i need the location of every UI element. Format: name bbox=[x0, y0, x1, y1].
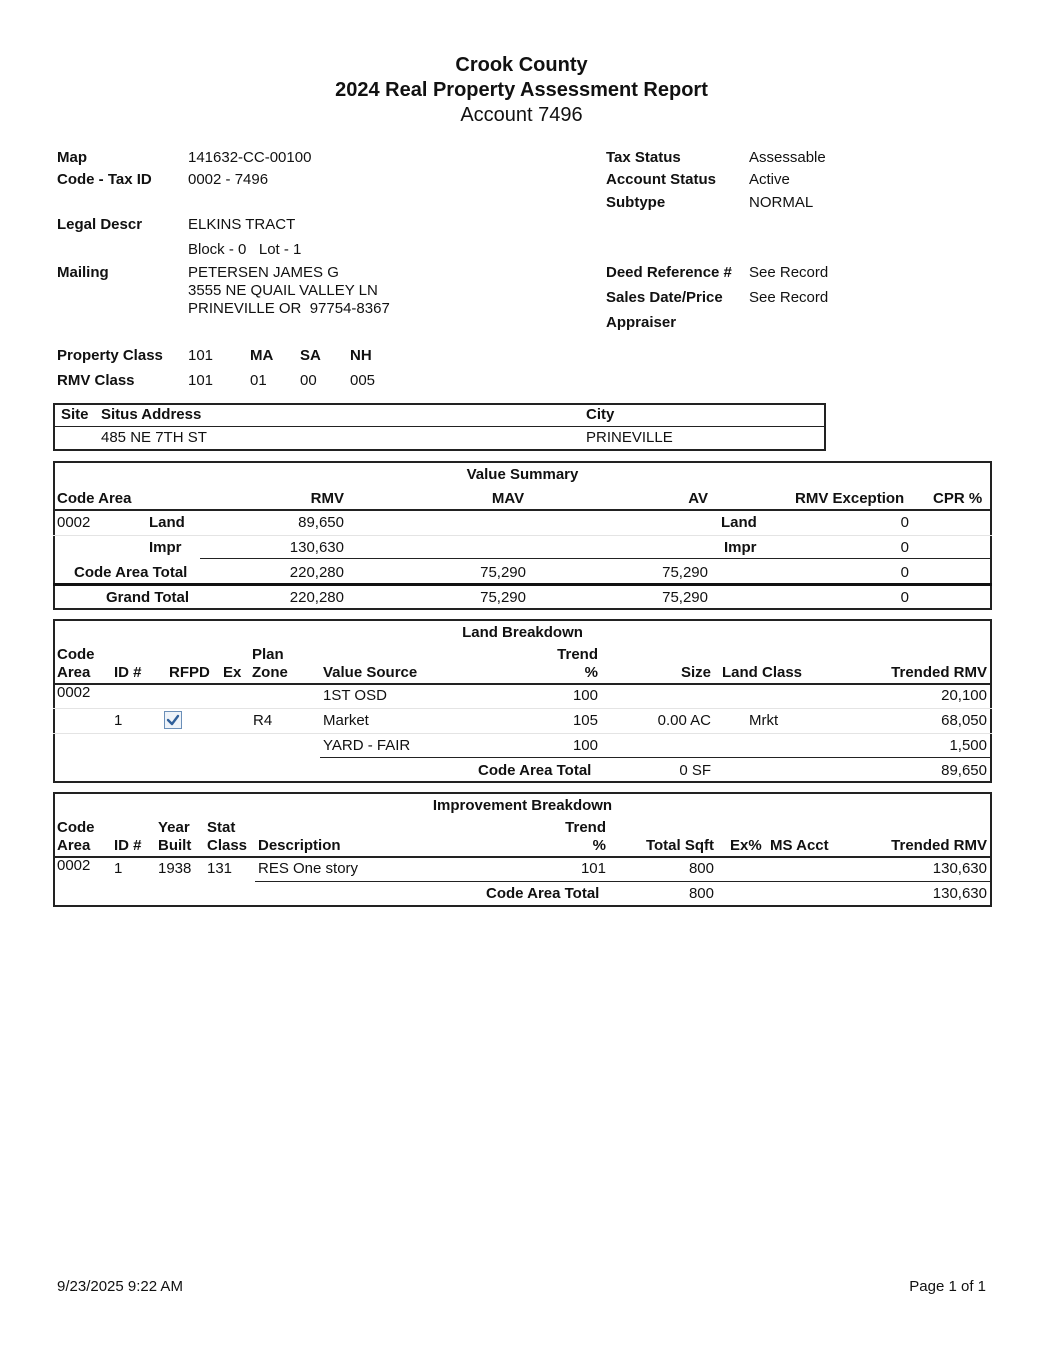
land-row-source: Market bbox=[323, 712, 369, 729]
vs-cat-mav: 75,290 bbox=[480, 564, 526, 581]
ma-value: 01 bbox=[250, 372, 267, 389]
vs-row-rule bbox=[53, 535, 992, 536]
land-header-land-class: Land Class bbox=[722, 664, 803, 681]
vs-header-rmv: RMV bbox=[310, 490, 344, 507]
report-title: 2024 Real Property Assessment Report bbox=[335, 79, 708, 101]
sales-label: Sales Date/Price bbox=[606, 289, 723, 306]
vs-impr-label: Impr bbox=[149, 539, 182, 556]
deed-label: Deed Reference # bbox=[606, 264, 732, 281]
situs-city-header: City bbox=[586, 406, 615, 423]
land-breakdown-title: Land Breakdown bbox=[462, 624, 583, 641]
land-header-area: Area bbox=[57, 664, 91, 681]
rmv-class-value: 101 bbox=[188, 372, 214, 389]
vs-exc-impr-label: Impr bbox=[724, 539, 757, 556]
legal-label: Legal Descr bbox=[57, 216, 143, 233]
mailing-name: PETERSEN JAMES G bbox=[188, 264, 339, 281]
situs-site-header: Site bbox=[61, 406, 89, 423]
vs-cat-exc: 0 bbox=[900, 564, 909, 581]
impr-header-total-sqft: Total Sqft bbox=[645, 837, 714, 854]
mailing-city: PRINEVILLE OR 97754-8367 bbox=[188, 300, 390, 317]
vs-impr-rmv: 130,630 bbox=[289, 539, 344, 556]
vs-grand-rule bbox=[53, 583, 992, 586]
impr-total-rule bbox=[255, 881, 992, 882]
rfpd-checkbox[interactable] bbox=[164, 711, 182, 729]
land-header-rule bbox=[53, 683, 992, 685]
vs-header-cpr: CPR % bbox=[933, 490, 983, 507]
subtype-value: NORMAL bbox=[749, 194, 814, 211]
impr-row-trended-rmv: 130,630 bbox=[932, 860, 987, 877]
impr-row-description: RES One story bbox=[258, 860, 359, 877]
impr-header-trend: Trend bbox=[565, 819, 606, 836]
land-code-area: 0002 bbox=[57, 684, 91, 701]
impr-header-stat: Stat bbox=[207, 819, 236, 836]
checkmark-icon bbox=[166, 713, 180, 727]
impr-header-id: ID # bbox=[114, 837, 142, 854]
appraiser-label: Appraiser bbox=[606, 314, 677, 331]
impr-header-rule bbox=[53, 856, 992, 858]
impr-row-trend: 101 bbox=[580, 860, 606, 877]
impr-row-total-sqft: 800 bbox=[688, 860, 714, 877]
impr-total-sqft: 800 bbox=[688, 885, 714, 902]
land-row-size: 0.00 AC bbox=[657, 712, 711, 729]
vs-gt-rmv: 220,280 bbox=[289, 589, 344, 606]
land-row-source: 1ST OSD bbox=[323, 687, 387, 704]
subtype-label: Subtype bbox=[606, 194, 666, 211]
land-header-code: Code bbox=[57, 646, 95, 663]
impr-row-id: 1 bbox=[114, 860, 123, 877]
land-row-trend: 105 bbox=[572, 712, 598, 729]
mailing-street: 3555 NE QUAIL VALLEY LN bbox=[188, 282, 378, 299]
code-tax-value: 0002 - 7496 bbox=[188, 171, 269, 188]
land-header-rfpd: RFPD bbox=[169, 664, 210, 681]
impr-header-built: Built bbox=[158, 837, 192, 854]
situs-city: PRINEVILLE bbox=[586, 429, 673, 446]
sales-value: See Record bbox=[749, 289, 829, 306]
impr-row-stat-class: 131 bbox=[207, 860, 233, 877]
impr-row-year: 1938 bbox=[158, 860, 192, 877]
vs-header-av: AV bbox=[688, 490, 708, 507]
vs-exc-land-label: Land bbox=[721, 514, 757, 531]
situs-divider bbox=[53, 426, 826, 427]
impr-header-class: Class bbox=[207, 837, 248, 854]
vs-gt-mav: 75,290 bbox=[480, 589, 526, 606]
map-value: 141632-CC-00100 bbox=[188, 149, 312, 166]
impr-header-pct: % bbox=[592, 837, 606, 854]
impr-header-trended-rmv: Trended RMV bbox=[891, 837, 987, 854]
land-total-size: 0 SF bbox=[679, 762, 711, 779]
account-status-label: Account Status bbox=[606, 171, 717, 188]
vs-header-rule bbox=[53, 509, 992, 511]
property-class-label: Property Class bbox=[57, 347, 163, 364]
land-header-zone: Zone bbox=[252, 664, 288, 681]
vs-grand-total-label: Grand Total bbox=[106, 589, 190, 606]
improvement-breakdown-title: Improvement Breakdown bbox=[432, 797, 613, 814]
property-class-value: 101 bbox=[188, 347, 214, 364]
land-total-trended-rmv: 89,650 bbox=[941, 762, 987, 779]
land-header-trended-rmv: Trended RMV bbox=[891, 664, 987, 681]
land-row-trended-rmv: 1,500 bbox=[949, 737, 987, 754]
impr-header-area: Area bbox=[57, 837, 91, 854]
land-header-size: Size bbox=[680, 664, 711, 681]
account-number: Account 7496 bbox=[460, 104, 583, 126]
map-label: Map bbox=[57, 149, 87, 166]
impr-total-trended-rmv: 130,630 bbox=[932, 885, 987, 902]
land-total-rule bbox=[320, 757, 992, 758]
nh-label: NH bbox=[350, 347, 372, 364]
impr-header-code: Code bbox=[57, 819, 95, 836]
vs-code-area-total-label: Code Area Total bbox=[74, 564, 188, 581]
ma-label: MA bbox=[250, 347, 274, 364]
vs-land-label: Land bbox=[149, 514, 185, 531]
sa-value: 00 bbox=[300, 372, 317, 389]
deed-value: See Record bbox=[749, 264, 829, 281]
impr-header-ex-pct: Ex% bbox=[730, 837, 762, 854]
land-header-value-source: Value Source bbox=[323, 664, 418, 681]
tax-status-value: Assessable bbox=[749, 149, 826, 166]
impr-header-description: Description bbox=[258, 837, 341, 854]
land-row-rule bbox=[53, 733, 992, 734]
vs-land-rmv: 89,650 bbox=[298, 514, 344, 531]
impr-header-year: Year bbox=[158, 819, 190, 836]
situs-address-header: Situs Address bbox=[101, 406, 202, 423]
land-row-source: YARD - FAIR bbox=[323, 737, 411, 754]
vs-header-mav: MAV bbox=[491, 490, 525, 507]
land-row-zone: R4 bbox=[253, 712, 273, 729]
rmv-class-label: RMV Class bbox=[57, 372, 135, 389]
land-row-id: 1 bbox=[114, 712, 123, 729]
land-row-rule bbox=[53, 708, 992, 709]
land-header-ex: Ex bbox=[223, 664, 242, 681]
situs-address: 485 NE 7TH ST bbox=[101, 429, 207, 446]
land-row-trend: 100 bbox=[572, 687, 598, 704]
account-status-value: Active bbox=[749, 171, 790, 188]
nh-value: 005 bbox=[350, 372, 376, 389]
land-row-trend: 100 bbox=[572, 737, 598, 754]
value-summary-title: Value Summary bbox=[466, 466, 579, 483]
land-header-trend: Trend bbox=[557, 646, 598, 663]
legal-value: ELKINS TRACT bbox=[188, 216, 296, 233]
vs-cat-rmv: 220,280 bbox=[289, 564, 344, 581]
vs-code-area: 0002 bbox=[57, 514, 91, 531]
vs-exc-land: 0 bbox=[900, 514, 909, 531]
code-tax-label: Code - Tax ID bbox=[57, 171, 152, 188]
mailing-label: Mailing bbox=[57, 264, 109, 281]
vs-header-rmv-exception: RMV Exception bbox=[795, 490, 905, 507]
land-row-trended-rmv: 20,100 bbox=[941, 687, 987, 704]
land-row-trended-rmv: 68,050 bbox=[941, 712, 987, 729]
footer-page-number: Page 1 of 1 bbox=[909, 1278, 986, 1295]
land-total-label: Code Area Total bbox=[478, 762, 592, 779]
land-header-id: ID # bbox=[114, 664, 142, 681]
vs-gt-av: 75,290 bbox=[662, 589, 708, 606]
impr-code-area: 0002 bbox=[57, 857, 91, 874]
legal-block-lot: Block - 0 Lot - 1 bbox=[188, 241, 302, 258]
land-breakdown-table bbox=[53, 619, 992, 783]
sa-label: SA bbox=[300, 347, 321, 364]
vs-gt-exc: 0 bbox=[900, 589, 909, 606]
impr-header-ms-acct: MS Acct bbox=[770, 837, 829, 854]
county-title: Crook County bbox=[455, 54, 588, 76]
footer-timestamp: 9/23/2025 9:22 AM bbox=[57, 1278, 183, 1295]
vs-cat-av: 75,290 bbox=[662, 564, 708, 581]
tax-status-label: Tax Status bbox=[606, 149, 681, 166]
land-header-pct: % bbox=[584, 664, 598, 681]
impr-total-label: Code Area Total bbox=[486, 885, 600, 902]
vs-subtotal-rule bbox=[200, 558, 992, 559]
land-header-plan: Plan bbox=[252, 646, 284, 663]
land-row-land-class: Mrkt bbox=[749, 712, 779, 729]
vs-exc-impr: 0 bbox=[900, 539, 909, 556]
vs-header-code-area: Code Area bbox=[57, 490, 132, 507]
